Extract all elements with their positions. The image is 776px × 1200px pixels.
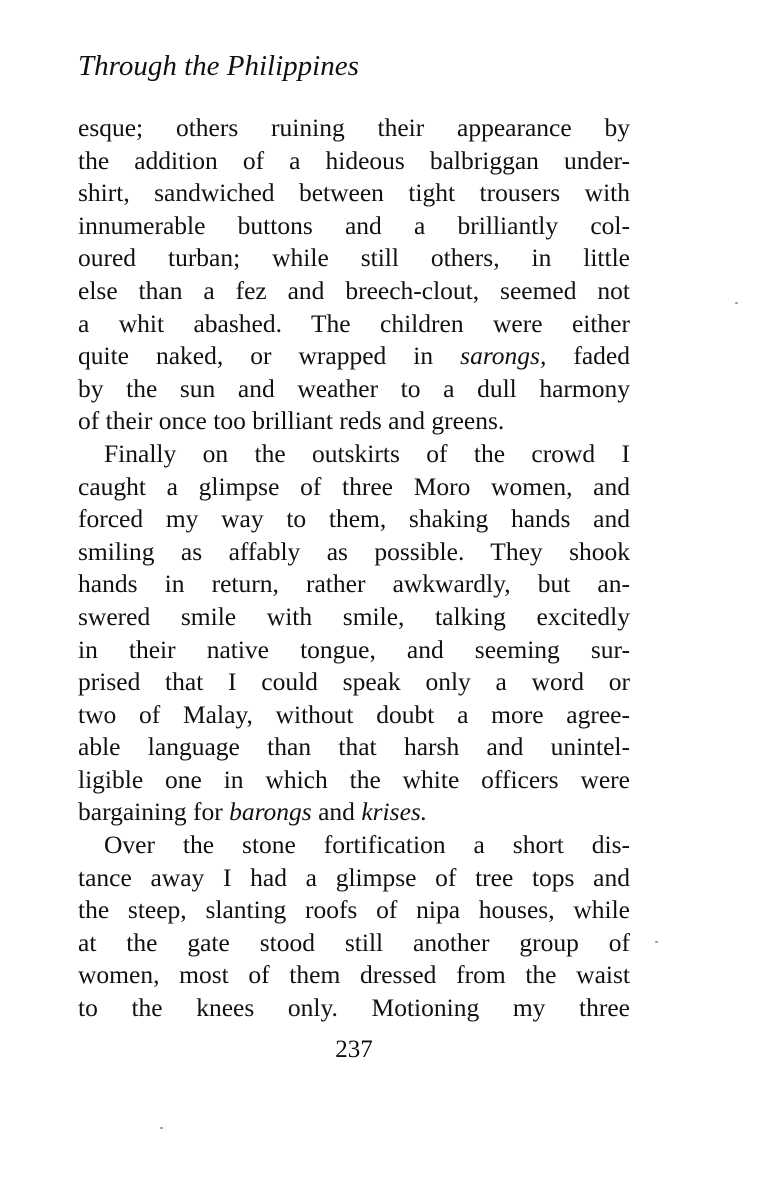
text-line <box>78 308 630 341</box>
text-run: caught a glimpse of three Moro women, and <box>78 471 630 501</box>
text-run: forced my way to them, shaking hands and <box>78 504 630 534</box>
text-line <box>78 536 630 569</box>
italic-text-run: sarongs, <box>460 341 547 371</box>
text-run: to the knees only. Motioning my three <box>78 993 630 1023</box>
scan-speck <box>655 941 658 943</box>
text-line <box>78 764 630 797</box>
text-run: women, most of them dressed from the waist <box>78 960 630 990</box>
text-run: prised that I could speak only a word or <box>78 667 630 697</box>
text-run: at the gate stood still another group of <box>78 927 630 957</box>
text-line <box>78 210 630 243</box>
text-run: Over the stone fortification a short dis- <box>104 830 630 860</box>
text-run: esque; others ruining their appearance by <box>78 113 630 142</box>
text-line <box>78 242 630 275</box>
text-line <box>78 568 630 601</box>
text-line <box>78 438 630 471</box>
text-line <box>78 927 630 960</box>
text-run: swered smile with smile, talking excitedly <box>78 601 630 631</box>
text-line <box>78 503 630 536</box>
text-line <box>78 340 630 373</box>
text-run: of their once too brilliant reds and greens. <box>78 406 505 436</box>
text-line <box>78 862 630 895</box>
italic-text-run: barongs <box>229 797 312 827</box>
text-run: quite naked, or wrapped in <box>78 341 461 371</box>
text-run: shirt, sandwiched between tight trousers with <box>78 178 630 208</box>
text-run: the addition of a hideous balbriggan under- <box>78 145 630 175</box>
text-line <box>78 601 630 634</box>
text-run: hands in return, rather awkwardly, but an- <box>78 569 630 599</box>
text-run: innumerable buttons and a brilliantly col- <box>78 210 630 240</box>
text-run: bargaining for <box>78 797 230 827</box>
text-run: the steep, slanting roofs of nipa houses, while <box>78 895 630 925</box>
text-line <box>78 145 630 178</box>
text-run: tance away I had a glimpse of tree tops and <box>78 862 630 892</box>
text-line <box>78 112 630 145</box>
text-line <box>78 471 630 504</box>
text-line <box>78 796 630 829</box>
text-run: by the sun and weather to a dull harmony <box>78 373 630 403</box>
text-run: and <box>311 797 362 827</box>
text-line <box>78 829 630 862</box>
text-run: ligible one in which the white officers were <box>78 764 630 794</box>
text-run: a whit abashed. The children were either <box>78 308 630 338</box>
text-line <box>78 894 630 927</box>
text-line <box>78 666 630 699</box>
text-run: two of Malay, without doubt a more agree- <box>78 699 630 729</box>
body-text <box>78 112 630 1025</box>
text-line <box>78 275 630 308</box>
text-run: else than a fez and breech-clout, seemed not <box>78 275 630 305</box>
running-head-title: Through the Philippines <box>78 50 359 82</box>
text-line <box>78 992 630 1025</box>
text-line <box>78 699 630 732</box>
text-run: smiling as affably as possible. They shook <box>78 536 630 566</box>
text-line <box>78 634 630 667</box>
text-line <box>78 373 630 406</box>
text-run: oured turban; while still others, in little <box>78 243 630 273</box>
page-number: 237 <box>335 1036 373 1063</box>
italic-text-run: krises. <box>361 797 428 827</box>
text-line <box>78 731 630 764</box>
text-run: faded <box>546 341 630 371</box>
text-line <box>78 405 630 438</box>
text-line <box>78 177 630 210</box>
text-run: able language than that harsh and unintel- <box>78 732 630 762</box>
text-run: in their native tongue, and seeming sur- <box>78 634 630 664</box>
scan-speck <box>160 1127 163 1129</box>
text-line <box>78 959 630 992</box>
text-run: Finally on the outskirts of the crowd I <box>104 438 630 468</box>
scan-speck <box>735 302 738 304</box>
